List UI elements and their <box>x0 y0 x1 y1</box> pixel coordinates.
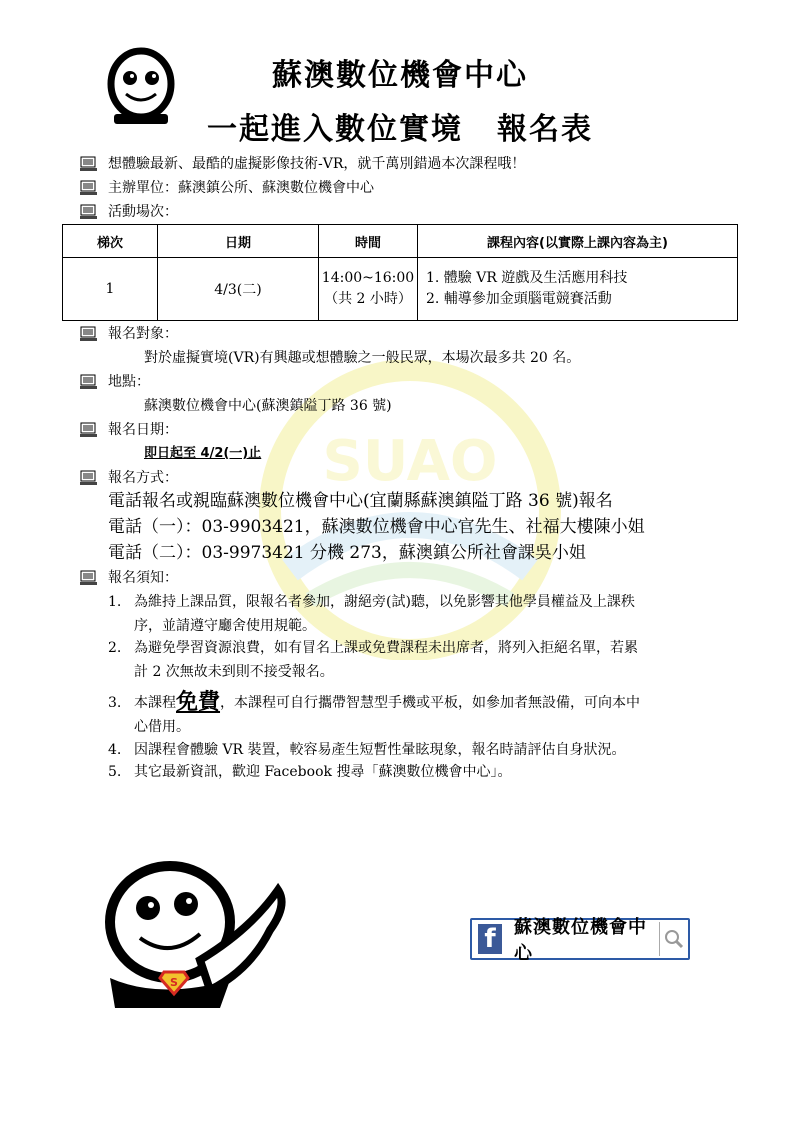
note-text: ，本課程可自行攜帶智慧型手機或平板，如參加者無設備，可向本中 <box>220 695 641 711</box>
facebook-icon: f <box>478 924 502 954</box>
header-content: 課程內容(以實際上課內容為主) <box>418 225 738 258</box>
location-label: 地點： <box>108 374 150 390</box>
search-icon <box>659 922 688 956</box>
free-emphasis: 免費 <box>176 689 221 715</box>
intro-line-1 <box>80 154 525 174</box>
computer-icon <box>80 204 98 220</box>
form-title-part2: 報名表 <box>497 112 593 147</box>
note-item-1 <box>108 590 728 638</box>
content-line-1: 1. 體驗 VR 遊戲及生活應用科技 <box>426 270 628 286</box>
intro-line-2 <box>80 178 374 198</box>
reg-method-line-1: 電話報名或親臨蘇澳數位機會中心(宜蘭縣蘇澳鎮隘丁路 36 號)報名 <box>108 491 613 511</box>
time-line-1: 14:00~16:00 <box>321 270 415 286</box>
reg-date-label-line <box>80 420 178 440</box>
target-label: 報名對象： <box>108 326 178 342</box>
reg-method-line-3: 電話（二）：03-9973421 分機 273，蘇澳鎮公所社會課吳小姐 <box>108 543 586 563</box>
cell-content <box>418 258 738 321</box>
cell-session: 1 <box>63 258 158 321</box>
computer-icon <box>80 374 98 390</box>
note-text: 其它最新資訊，歡迎 Facebook 搜尋「蘇澳數位機會中心」。 <box>134 764 512 780</box>
location-label-line <box>80 372 150 392</box>
reg-date-label: 報名日期： <box>108 422 178 438</box>
note-item-2 <box>108 636 728 684</box>
notes-label: 報名須知： <box>108 570 178 586</box>
svg-text:S: S <box>170 976 178 989</box>
watermark-text: SUAO <box>322 429 498 494</box>
form-title <box>0 104 800 148</box>
computer-icon <box>80 570 98 586</box>
note-text-cont: 心借用。 <box>134 719 190 735</box>
note-num: 4. <box>108 742 122 758</box>
reg-date-text: 即日起至 4/2(一)止 <box>144 446 262 461</box>
time-line-2: （共 2 小時） <box>324 291 412 307</box>
note-item-5 <box>108 760 728 784</box>
computer-icon <box>80 156 98 172</box>
cell-time <box>319 258 418 321</box>
schedule-table <box>62 224 738 321</box>
location-text: 蘇澳數位機會中心(蘇澳鎮隘丁路 36 號) <box>144 398 392 414</box>
notes-label-line <box>80 568 178 588</box>
reg-method-label: 報名方式： <box>108 470 178 486</box>
note-text: 因課程會體驗 VR 裝置，較容易產生短暫性暈眩現象，報名時請評估自身狀況。 <box>134 742 626 758</box>
reg-method-label-line <box>80 468 178 488</box>
computer-icon <box>80 470 98 486</box>
note-item-4 <box>108 738 728 762</box>
org-title: 蘇澳數位機會中心 <box>272 58 528 93</box>
note-text: 本課程 <box>134 695 176 711</box>
intro-line-3 <box>80 202 178 222</box>
target-text: 對於虛擬實境(VR)有興趣或想體驗之一般民眾，本場次最多共 20 名。 <box>144 350 581 366</box>
note-item-3 <box>108 690 728 739</box>
header-date: 日期 <box>158 225 319 258</box>
facebook-search-banner <box>470 917 690 964</box>
intro-text-1: 想體驗最新、最酷的虛擬影像技術-VR，就千萬別錯過本次課程哦！ <box>108 156 526 172</box>
note-num: 1. <box>108 594 122 610</box>
target-label-line <box>80 324 178 344</box>
intro-text-2: 主辦單位：蘇澳鎮公所、蘇澳數位機會中心 <box>108 180 374 196</box>
computer-icon <box>80 326 98 342</box>
content-line-2: 2. 輔導參加金頭腦電競賽活動 <box>426 291 612 307</box>
computer-icon <box>80 422 98 438</box>
intro-text-3: 活動場次： <box>108 204 178 220</box>
note-text-cont: 序，並請遵守廳舍使用規範。 <box>134 618 316 634</box>
note-text-cont: 計 2 次無故未到則不接受報名。 <box>134 664 334 680</box>
superhero-mascot-image <box>100 860 290 1010</box>
schedule-header-row <box>63 225 738 258</box>
facebook-banner-text: 蘇澳數位機會中心 <box>514 917 647 964</box>
cell-date: 4/3(二) <box>158 258 319 321</box>
computer-icon <box>80 180 98 196</box>
note-text: 為維持上課品質，限報名者參加，謝絕旁(試)聽，以免影響其他學員權益及上課秩 <box>134 594 635 610</box>
note-num: 5. <box>108 764 122 780</box>
note-num: 2. <box>108 640 122 656</box>
header-session: 梯次 <box>63 225 158 258</box>
note-num: 3. <box>108 695 122 711</box>
form-title-part1: 一起進入數位實境 <box>207 112 463 147</box>
table-row <box>63 258 738 321</box>
reg-method-line-2: 電話（一）：03-9903421，蘇澳數位機會中心官先生、社福大樓陳小姐 <box>108 517 645 537</box>
note-text: 為避免學習資源浪費，如有冒名上課或免費課程未出席者，將列入拒絕名單，若累 <box>134 640 638 656</box>
header-time: 時間 <box>319 225 418 258</box>
